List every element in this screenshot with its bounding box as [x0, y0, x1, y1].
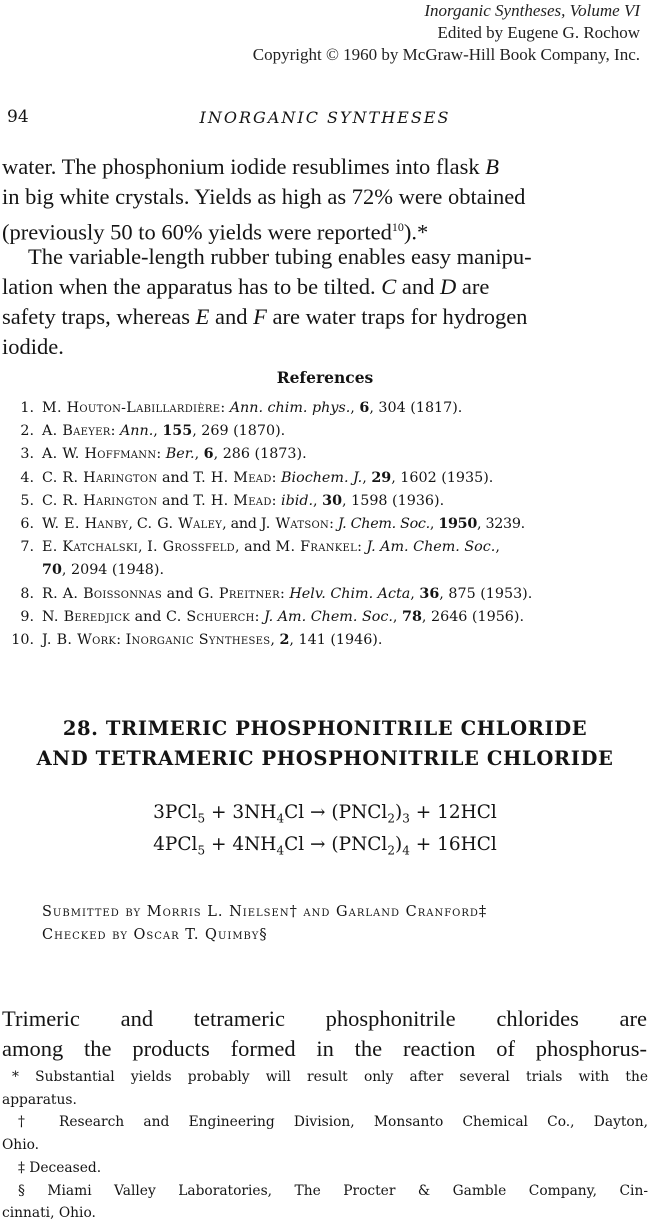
footnote-line: ‡ Deceased.: [18, 1159, 102, 1176]
equation: $4PCl_5 + 4NH_4Cl$ → $(PNCl_2)_4 + 16HCl$: [153, 833, 497, 858]
reference-list: [4, 397, 650, 652]
footnote-line: † Research and Engineering Division, Monsanto Chemical Co., Dayton,: [18, 1114, 648, 1131]
footnotes: [2, 1066, 648, 1225]
body-text: [2, 152, 532, 362]
body-line: iodide.: [2, 334, 64, 359]
reference-superscript: 10: [391, 220, 404, 234]
body-line: The variable-length rubber tubing enables easy manipu-: [28, 244, 532, 269]
reference-item: 3. A. W. Hoffmann: Ber., 6, 286 (1873).: [20, 446, 307, 463]
body-line: lation when the apparatus has to be tilted. C and D are: [2, 274, 490, 299]
book-title: Inorganic Syntheses, Volume VI: [424, 1, 640, 20]
reference-item: 4. C. R. Harington and T. H. Mead: Biochem. J., 29, 1602 (1935).: [20, 469, 494, 486]
equation: $3PCl_5 + 3NH_4Cl$ → $(PNCl_2)_3 + 12HCl$: [153, 802, 497, 826]
body-line: water. The phosphonium iodide resublimes into flask B: [2, 154, 500, 179]
editor-line: Edited by Eugene G. Rochow: [437, 23, 640, 42]
body-line: (previously 50 to 60% yields were reported$^{10}$).*: [2, 219, 429, 245]
reference-item: 2. A. Baeyer: Ann., 155, 269 (1870).: [20, 423, 286, 440]
byline: [42, 901, 487, 947]
reference-item: 7. E. Katchalski, I. Grossfeld, and M. Frankel: J. Am. Chem. Soc., 70, 2094 (1948).: [20, 539, 500, 579]
checked-by: Checked by Oscar T. Quimby§: [42, 927, 268, 943]
body-line: among the products formed in the reaction of phosphorus-: [2, 1036, 647, 1061]
body-line: safety traps, whereas E and F are water traps for hydrogen: [2, 304, 528, 329]
footnote-line: apparatus.: [2, 1091, 77, 1108]
submitted-by: Submitted by Morris L. Nielsen† and Garland Cranford‡: [42, 904, 488, 920]
reaction-equations: [0, 800, 650, 863]
footnote-line: § Miami Valley Laboratories, The Procter & Gamble Company, Cin-: [18, 1182, 648, 1199]
section-title-line: AND TETRAMERIC PHOSPHONITRILE CHLORIDE: [36, 747, 614, 770]
section-title: [0, 714, 650, 774]
body-line: Trimeric and tetrameric phosphonitrile chlorides are: [2, 1006, 647, 1031]
reference-item: 1. M. Houton-Labillardière: Ann. chim. phys., 6, 304 (1817).: [20, 400, 463, 416]
intro-paragraph: [2, 1004, 647, 1064]
reference-item: 5. C. R. Harington and T. H. Mead: ibid., 30, 1598 (1936).: [20, 492, 445, 509]
reference-item: 10. J. B. Work: Inorganic Syntheses, 2, 141 (1946).: [11, 632, 383, 649]
footnote-line: cinnati, Ohio.: [2, 1205, 96, 1222]
body-line: in big white crystals. Yields as high as 72% were obtained: [2, 184, 526, 209]
references-heading: References: [276, 368, 374, 387]
running-head: INORGANIC SYNTHESES: [199, 108, 451, 127]
copyright-block: [253, 0, 640, 66]
reference-item: 8. R. A. Boissonnas and G. Preitner: Helv. Chim. Acta, 36, 875 (1953).: [20, 585, 533, 602]
footnote-line: * Substantial yields probably will result only after several trials with the: [12, 1069, 648, 1085]
footnote-line: Ohio.: [2, 1137, 40, 1154]
section-title-line: 28. TRIMERIC PHOSPHONITRILE CHLORIDE: [62, 717, 588, 740]
reference-item: 9. N. Beredjick and C. Schuerch: J. Am. Chem. Soc., 78, 2646 (1956).: [20, 608, 525, 625]
reference-item: 6. W. E. Hanby, C. G. Waley, and J. Watson: J. Chem. Soc., 1950, 3239.: [20, 516, 525, 533]
page-number: 94: [7, 107, 29, 127]
copyright-notice: Copyright © 1960 by McGraw-Hill Book Company, Inc.: [252, 45, 640, 64]
